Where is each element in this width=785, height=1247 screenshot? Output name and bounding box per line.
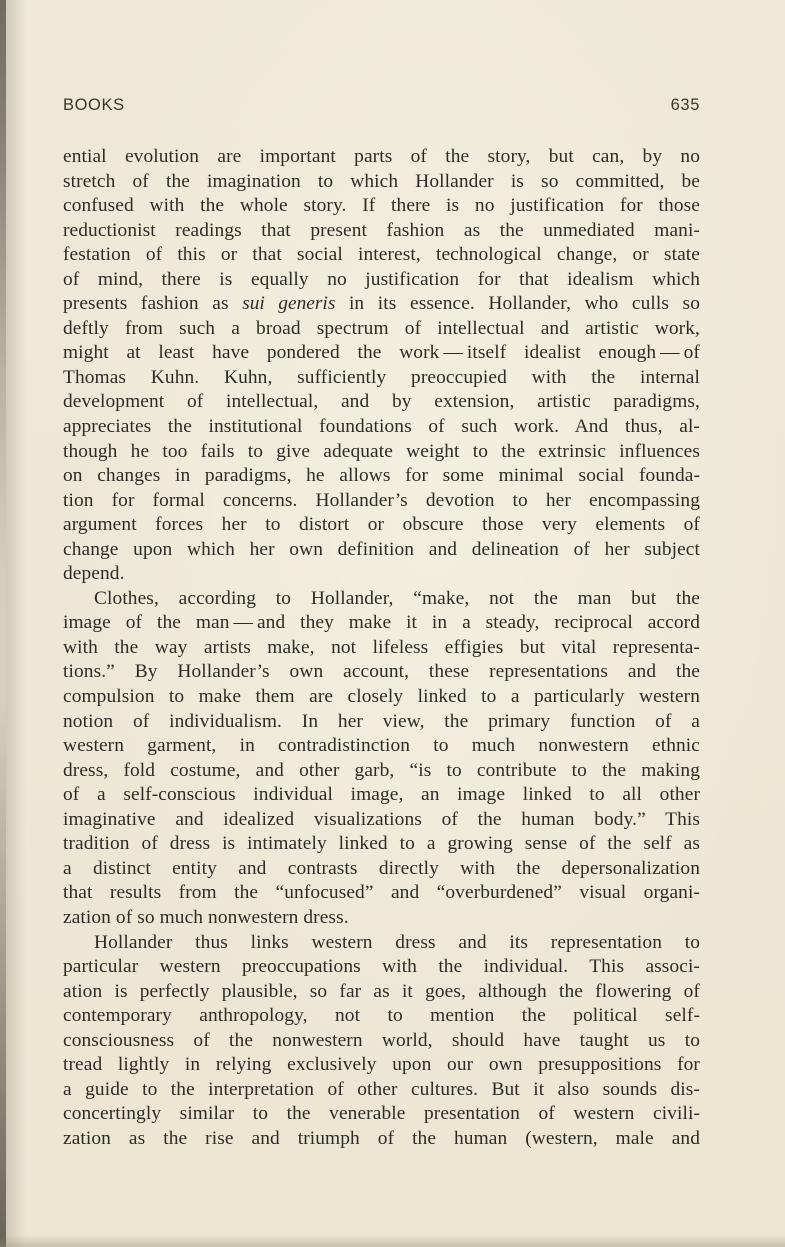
text-line: Thomas Kuhn. Kuhn, sufficiently preoccupied with the internal	[63, 366, 700, 388]
text-line: that results from the “unfocused” and “overburdened” visual organi-	[63, 882, 700, 904]
text-line: with the way artists make, not lifeless effigies but vital representa-	[63, 636, 700, 658]
text-line: argument forces her to distort or obscure those very elements of	[63, 514, 700, 536]
section-label: BOOKS	[63, 96, 125, 114]
text-line: a guide to the interpretation of other cultures. But it also sounds dis-	[63, 1078, 700, 1100]
text-line: depend.	[63, 563, 125, 585]
paragraph	[63, 145, 700, 587]
text-line: notion of individualism. In her view, the primary function of a	[63, 710, 700, 732]
paragraph	[63, 931, 700, 1152]
text-line: festation of this or that social interest, technological change, or state	[63, 244, 700, 266]
page-left-edge-fade	[6, 0, 26, 1247]
text-line: deftly from such a broad spectrum of intellectual and artistic work,	[63, 317, 700, 339]
text-line: tion for formal concerns. Hollander’s devotion to her encompassing	[63, 489, 700, 511]
text-line: compulsion to make them are closely linked to a particularly western	[63, 686, 700, 708]
text-line: might at least have pondered the work — itself idealist enough — of	[63, 342, 700, 364]
text-line: Clothes, according to Hollander, “make, not the man but the	[94, 587, 700, 609]
page-content	[63, 96, 700, 1151]
text-line: tread lightly in relying exclusively upon our own presuppositions for	[63, 1054, 700, 1076]
text-line: though he too fails to give adequate weight to the extrinsic influences	[63, 440, 700, 462]
text-line: ential evolution are important parts of the story, but can, by no	[63, 146, 700, 167]
text-line: presents fashion as sui generis in its essence. Hollander, who culls so	[63, 293, 700, 315]
text-line: development of intellectual, and by extension, artistic paradigms,	[63, 391, 700, 413]
text-line: confused with the whole story. If there is no justification for those	[63, 195, 700, 217]
text-line: ation is perfectly plausible, so far as it goes, although the flowering of	[63, 980, 700, 1002]
text-line: Hollander thus links western dress and its representation to	[94, 931, 700, 953]
text-line: of a self-conscious individual image, an image linked to all other	[63, 784, 700, 806]
text-line: particular western preoccupations with the individual. This associ-	[63, 956, 700, 978]
running-head	[63, 96, 700, 115]
text-line: concertingly similar to the venerable presentation of western civili-	[63, 1103, 700, 1125]
text-line: imaginative and idealized visualizations of the human body.” This	[63, 808, 700, 830]
text-line: zation of so much nonwestern dress.	[63, 906, 349, 928]
text-line: change upon which her own definition and delineation of her subject	[63, 538, 700, 560]
text-line: stretch of the imagination to which Hollander is so committed, be	[63, 170, 700, 192]
page-bottom-edge-shadow	[0, 1235, 785, 1247]
text-line: western garment, in contradistinction to much nonwestern ethnic	[63, 735, 700, 757]
text-line: on changes in paradigms, he allows for some minimal social founda-	[63, 465, 700, 487]
text-line: reductionist readings that present fashion as the unmediated mani-	[63, 219, 700, 241]
text-line: appreciates the institutional foundations of such work. And thus, al-	[63, 416, 700, 438]
text-line: image of the man — and they make it in a steady, reciprocal accord	[63, 612, 700, 634]
text-line: tradition of dress is intimately linked to a growing sense of the self as	[63, 833, 700, 855]
text-line: a distinct entity and contrasts directly with the depersonalization	[63, 857, 700, 879]
page-body-text	[63, 145, 700, 1151]
paragraph	[63, 587, 700, 931]
text-line: of mind, there is equally no justification for that idealism which	[63, 268, 700, 290]
text-line: tions.” By Hollander’s own account, these representations and the	[63, 661, 700, 683]
italic-phrase: sui generis	[242, 293, 336, 315]
text-line: dress, fold costume, and other garb, “is to contribute to the making	[63, 759, 700, 781]
text-line: consciousness of the nonwestern world, should have taught us to	[63, 1029, 700, 1051]
page-number: 635	[670, 96, 700, 114]
text-line: zation as the rise and triumph of the human (western, male and	[63, 1127, 700, 1149]
text-line: contemporary anthropology, not to mention the political self-	[63, 1005, 700, 1027]
